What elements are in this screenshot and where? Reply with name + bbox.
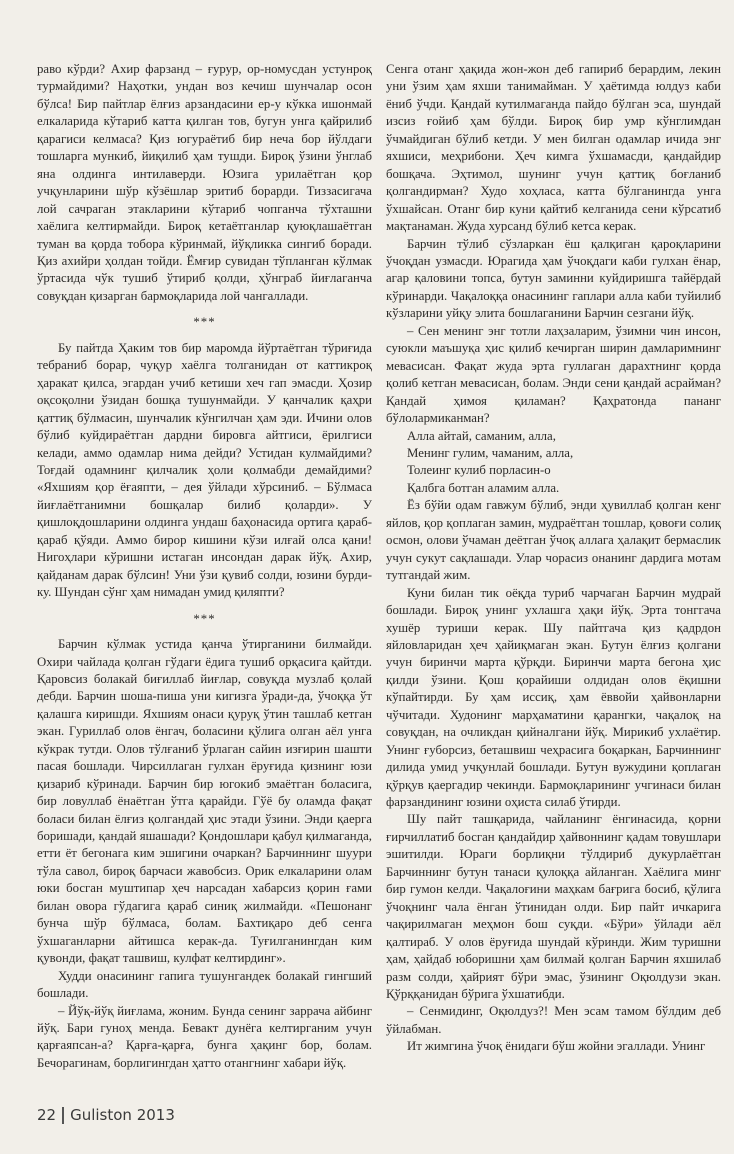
paragraph: Ит жимгина ўчоқ ёнидаги бўш жойни эгаллади. Унинг xyxy=(407,1039,706,1054)
page-number: 22 xyxy=(37,1106,57,1125)
footer-divider xyxy=(62,1107,64,1124)
right-column xyxy=(386,61,721,1056)
paragraph: Шу пайт ташқарида, чайланинг ёнгинасида, қорни ғирчиллатиб босган қандайдир ҳайвоннинг қадам товушлари эшитилди. Юраги борлиқни тўлдириб дукурлаётган Барчиннинг бутун танаси қулоққа айланган. Хаёлига минг бир гумон келди. Чақалоғини маҳкам бағрига босиб, қўлига ўчоқнинг чала ёнган ўтинидан олди. Бир пайт ичкарига чақирилмаган меҳмон бош суқди. «Бўри» ўйлади аёл қалтираб. У олов ёруғида шундай кўринди. Жим туришни ҳам, ҳайдаб юборишни ҳам билмай қолган Барчин яхшилаб разм солди, ҳайрият бўри эмас, ўзининг Оқюлдузи экан. Қўрққанидан бўрига ўхшатибди. xyxy=(386,812,721,1002)
verse-line: Қалбга ботган аламим алла. xyxy=(407,480,560,495)
paragraph: Барчин тўлиб сўзларкан ёш қалқиган қароқларини ўчоқдан узмасди. Юрагида ҳам ўчоқдаги каби гулхан ёнар, агар қаловини топса, бутун заминни куйдиришга тайёрдай кўринарди. Чақалоққа онасининг гаплари алла каби туйилиб кўзларини уйқу элита бошлаганини Барчин сезгани йўқ. xyxy=(386,236,721,321)
paragraph: Барчин кўлмак устида қанча ўтирганини билмайди. Охири чайлада қолган гўдаги ёдига тушиб орқасига қайтди. Қаровсиз болакай биғиллаб йиғлар, совуқда музлаб қолай дебди. Барчин шоша-пиша уни кигизга ўради-да, ўчоққа ўт қалашга киришди. Яхшиям онаси қуруқ ўтин ташлаб кетган экан. Гуриллаб олов ёнгач, боласини қўлига олган аёл унга кўкрак тутди. Олов тўлғаниб ўрлаган сайин изғирин шашти пасая бошлади. Чирсиллаган гулхан ёруғида қизнинг юзи қизариб кўринади. Барчин бир югокиб эмаётган боласига, бир ловуллаб ёнаётган ўтга қарайди. Гўё бу оламда фақат боласи билан ёлғиз қолгандай ҳис этади ўзини. Энди қаерга боришади, қандай яшашади? Қондошлари қабул қилмаганда, етти ёт бегонага ким эшигини очаркан? Барчиннинг шуури тўла савол, бироқ барчаси жавобсиз. Орик елкаларини олам юки босган муштипар ҳеч нарсадан хабарсиз қорин ғами билан овора гўдагига қараб синиқ жилмайди. «Пешонанг бунча шўр бўлмаса, болам. Бахтиқаро деб сенга ўхшаганларни айтишса керак-да. Туғилганингдан ким қувонди, фақат ташвиш, кулфат келтирдинг». xyxy=(37,637,372,966)
paragraph: раво кўрди? Ахир фарзанд – ғурур, ор-номусдан устунроқ турмайдими? Наҳотки, ундан воз кечиш шунчалар осон бўлса! Бир пайтлар ёлғиз арзандасини ер-у кўкка ишонмай елкаларида кўтариб катта қилган тов, бугун унга қайрилиб қарагиси келмаса? Қиз югураётиб бир неча бор йўлдаги тошларга мункиб, йиқилиб ҳам тушди. Бироқ ўзини ўнглаб яна олдинга интилаверди. Юзига урилаётган қор учқунларини шўр кўзёшлар эритиб борарди. Тиззасигача лой сачраган этакларини кўтариб чопганча тўхташни хаёлига келтирмайди. Бироқ кетаётганлар қуюқлашаётган туман ва қорда тобора кўринмай, йўқликка сингиб боради. Қиз ахийри ҳолдан тойди. Ёмғир сувидан тўпланган кўлмак ўртасида чўк тушиб ўтириб қолди, ҳўнграб йиғлаганча совуқдан қизарган бармоқларида лой чангаллади. xyxy=(37,62,372,303)
section-divider: *** xyxy=(193,315,216,330)
verse-line: Толеинг кулиб порласин-о xyxy=(407,463,551,478)
text-columns xyxy=(37,61,722,1072)
verse-line: Алла айтай, саманим, алла, xyxy=(407,428,556,443)
left-column xyxy=(37,61,372,1072)
paragraph: Куни билан тик оёқда туриб чарчаган Барчин мудрай бошлади. Бироқ унинг ухлашга ҳақи йўқ. Эрта тонггача хушёр туриши керак. Шу пайтгача қиз қадрдон яйловларидан ҳеч ҳайиқмаган экан. Бутун ёлғиз қолгани учун биринчи марта қўрқди. Биринчи марта бегона ҳис қилди ўзини. Қош қорайиши олдидан олов ёқишни кўпайтирди. Бу ҳам иссиқ, ҳам ёввойи ҳайвонларни чўчитади. Худонинг марҳаматини қарангки, чақалоқ на совуқдан, на очликдан қийналгани йўқ. Мирикиб ухлаётир. Унинг ғуборсиз, беташвиш чеҳрасига боқаркан, Барчиннинг дилида умид учқунлай бошлади. Бутун вужудини қоплаган қўрқув қаергадир чекинди. Бармоқларининг учгинаси билан фарзандининг юзини оҳиста силаб ўтирди. xyxy=(386,585,721,810)
paragraph: Сенга отанг ҳақида жон-жон деб гапириб берардим, лекин уни ўзим ҳам яхши танимайман. У ҳаётимда юлдуз каби ёниб ўчди. Қандай кутилмаганда пайдо бўлган эса, шундай изсиз ғойиб ҳам бўлди. Бироқ бир умр кўнглимдан ўчмайдиган бўлиб кетди. У мен билган одамлар ичида энг яхшиси, меҳрибони. Ҳеч кимга ўхшамасди, қандайдир бошқача. Эҳтимол, шунинг учун қаттиқ боғланиб қолгандирман? Худо хоҳласа, катта бўлганингда унга ўхшайсан. Отанг бир куни қайтиб келганида сени кўрсатиб мақтанаман. Жуда хурсанд бўлиб кетса керак. xyxy=(386,62,721,234)
paragraph: – Сен менинг энг тотли лаҳзаларим, ўзимни чин инсон, суюкли маъшуқа ҳис қилиб кечирган ширин дамларимнинг мевасисан. Фақат жуда эрта гуллаган дарахтнинг қорда қолиб кетган мевасисан, болам. Энди сени қандай асрайман? Қандай ҳимоя қиламан? Қаҳратонда пананг бўлолармиканман? xyxy=(386,323,721,426)
magazine-title: Guliston 2013 xyxy=(70,1106,175,1125)
paragraph: – Сенмидинг, Оқюлдуз?! Мен эсам тамом бўлдим деб ўйлабман. xyxy=(386,1004,721,1036)
verse-line: Менинг гулим, чаманим, алла, xyxy=(407,445,574,460)
section-divider: *** xyxy=(193,611,216,626)
page-spacer xyxy=(37,1072,722,1092)
page-footer xyxy=(37,1106,722,1124)
paragraph: Ёз бўйи одам гавжум бўлиб, энди ҳувиллаб қолган кенг яйлов, қор қоплаган замин, мудраётган тошлар, қовоғи солиқ осмон, олови ўчаман деётган ўчоқ аллага ҳалақит бермаслик учун сукут сақлашади. Улар чорасиз онанинг дардига мотам тутгандай жим. xyxy=(386,498,721,583)
paragraph: – Йўқ-йўқ йиғлама, жоним. Бунда сенинг заррача айбинг йўқ. Бари гуноҳ менда. Бевакт дунёга келтирганим учун қарғаяпсан-а? Қарға-қарға, бунга ҳақинг бор, болам. Бечорагинам, борлигингдан ҳатто отангнинг хабари йўқ. xyxy=(37,1003,372,1070)
paragraph: Бу пайтда Ҳаким тов бир маромда йўртаётган тўриғида тебраниб борар, чуқур хаёлга толганидан от каттикроқ ҳаракат қилса, эгардан учиб кетиши хеч гап эмасди. Ҳозир оқсоқолни ўзидан бошқа тушунмайди. У қанчалик қаҳри қаттиқ бўлмасин, шунчалик кўнгилчан ҳам эди. Ичини олов бўлиб куйдираётган дардни бировга айтгиси, ёрилгиси келади, аммо одамлар нима дейди? Устидан кулмайдими? Тоғдай одамнинг қилчалик ҳоли қолмабди демайдими? «Яхшиям қор ёғаяпти, – дея ўйлади хўрсиниб. – Бўлмаса йиғлаётганимни бошқалар билиб қоларди». У қишлоқдошларини олдинга ундаш баҳонасида ортига қараб-қараб қўяди. Аммо бирор кишини кўзи илғай олса қани! Нигоҳлари кўришни истаган инсондан дарак йўқ. Ахир, қайданам дарак бўлсин! Уни ўзи қувиб солди, юзини бурди-ку. Шундан сўнг ҳам нимадан умид қиляпти? xyxy=(37,340,372,600)
paragraph: Худди онасининг гапига тушунгандек болакай гингший бошлади. xyxy=(37,968,372,1001)
